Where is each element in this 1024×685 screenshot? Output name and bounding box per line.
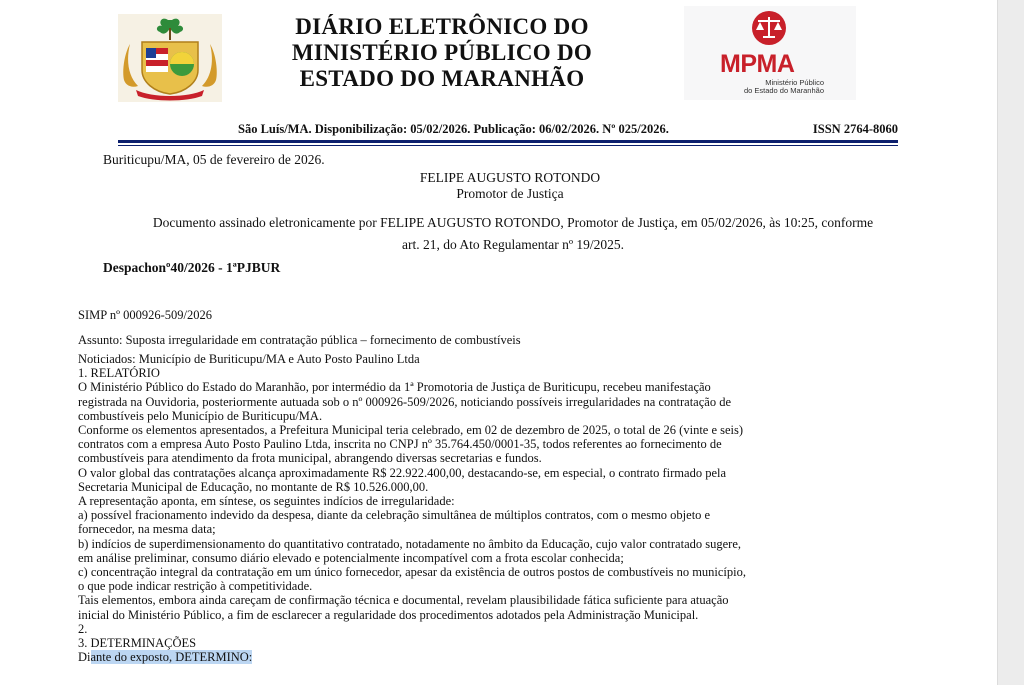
body-line: Noticiados: Município de Buriticupu/MA e Auto Posto Paulino Ltda	[78, 352, 420, 366]
text-selection-highlight[interactable]: ante do exposto, DETERMINO:	[90, 650, 253, 665]
coat-of-arms-emblem	[118, 14, 222, 102]
body-line: O Ministério Público do Estado do Maranhão, por intermédio da 1ª Promotoria de Justiça de Buriticupu, recebeu manifestação	[78, 380, 711, 395]
simp-number: SIMP nº 000926-509/2026	[78, 308, 212, 322]
publication-bar	[118, 120, 898, 140]
publication-info: São Luís/MA. Disponibilização: 05/02/2026. Publicação: 06/02/2026. Nº 025/2026.	[238, 122, 669, 136]
body-line: em análise preliminar, consumo diário elevado e potencialmente incompatível com a frota escolar conhecida;	[78, 550, 624, 565]
body-line: 2.	[78, 621, 88, 636]
logo-subtitle-line: do Estado do Maranhão	[743, 86, 824, 95]
body-line: fornecedor, na mesma data;	[78, 522, 216, 537]
body-line: Secretaria Municipal de Educação, no montante de R$ 10.526.000,00.	[78, 479, 429, 494]
mpma-logo	[684, 6, 856, 100]
gazette-title	[232, 14, 652, 92]
gazette-title-line: ESTADO DO MARANHÃO	[299, 66, 585, 91]
body-line: Tais elementos, embora ainda careçam de confirmação técnica e documental, revelam plausibilidade fática suficiente para atuação	[78, 593, 729, 608]
gazette-title-line: MINISTÉRIO PÚBLICO DO	[291, 40, 593, 65]
body-line: combustíveis pelo Município de Buriticupu/MA.	[78, 408, 323, 423]
signer-name: FELIPE AUGUSTO ROTONDO	[419, 170, 601, 185]
body-line: 3. DETERMINAÇÕES	[78, 636, 197, 651]
body-line: inicial do Ministério Público, a fim de esclarecer a regularidade dos procedimentos adotados pela Administração Municipal.	[78, 607, 699, 622]
body-line: Conforme os elementos apresentados, a Prefeitura Municipal teria celebrado, em 02 de dezembro de 2025, o total de 26 (vinte e seis)	[78, 423, 744, 438]
logo-subtitle	[724, 79, 824, 95]
selected-line[interactable]	[78, 650, 838, 664]
body-line: 1. RELATÓRIO	[78, 366, 160, 381]
header-rule-thin	[118, 145, 898, 146]
signer-role: Promotor de Justiça	[456, 186, 564, 201]
signature-note: art. 21, do Ato Regulamentar nº 19/2025.	[401, 237, 625, 252]
header-rule	[118, 140, 898, 143]
vertical-scrollbar[interactable]	[997, 0, 1024, 685]
body-line: b) indícios de superdimensionamento do quantitativo contratado, notadamente no âmbito da Educação, cujo valor contratado sugere,	[78, 536, 741, 551]
dispatch-heading: Despachonº40/2026 - 1ªPJBUR	[103, 260, 281, 275]
line-prefix: Di	[78, 650, 91, 665]
body-line: contratos com a empresa Auto Posto Paulino Ltda, inscrita no CNPJ nº 35.764.450/0001-35, todos referentes ao fornecimento de	[78, 437, 722, 452]
logo-subtitle-line: Ministério Público	[765, 78, 824, 87]
subject-line: Assunto: Suposta irregularidade em contratação pública – fornecimento de combustíveis	[78, 333, 521, 347]
body-line: a) possível fracionamento indevido da despesa, diante da celebração simultânea de múltiplos contratos, com o mesmo objeto e	[78, 508, 711, 523]
issn: ISSN 2764-8060	[812, 122, 898, 136]
body-line: c) concentração integral da contratação em um único fornecedor, apesar da existência de outros postos de combustíveis no município,	[78, 565, 747, 580]
dispatch-body	[78, 352, 838, 664]
body-line: registrada na Ouvidoria, posteriormente autuada sob o nº 000926-509/2026, noticiando possíveis irregularidades na contratação de	[78, 394, 731, 409]
gazette-title-line: DIÁRIO ELETRÔNICO DO	[295, 14, 589, 39]
body-line: O valor global das contratações alcança aproximadamente R$ 22.922.400,00, destacando-se, em especial, o contrato firmado pela	[78, 465, 727, 480]
place-date: Buriticupu/MA, 05 de fevereiro de 2026.	[103, 152, 325, 167]
body-line: combustíveis para atendimento da frota municipal, abrangendo diversas secretarias e fundos.	[78, 451, 542, 466]
body-line: A representação aponta, em síntese, os seguintes indícios de irregularidade:	[78, 494, 455, 509]
body-line: o que pode indicar restrição à competitividade.	[78, 579, 313, 594]
signature-note: Documento assinado eletronicamente por FELIPE AUGUSTO ROTONDO, Promotor de Justiça, em 05/02/2026, às 10:25, conforme	[152, 215, 874, 230]
logo-wordmark: MPMA	[720, 50, 795, 78]
